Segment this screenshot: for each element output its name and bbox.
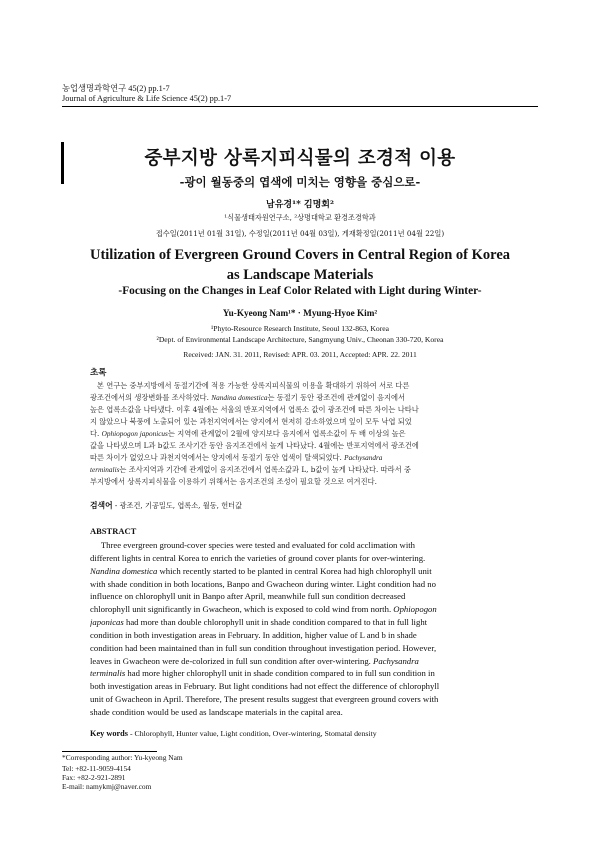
species-name: japonicas [90,617,124,628]
english-keywords-text: - Chlorophyll, Hunter value, Light condition, Over-wintering, Stomatal density [128,729,377,738]
abstract-line: 본 연구는 중부지방에서 동절기간에 적용 가능한 상록지피식물의 이용을 확대하기 위하여 서로 다른 [90,381,410,390]
abstract-line: shade condition would be used as landscape materials in the capital area. [90,706,343,717]
abstract-line: influence on chlorophyll unit in Banpo after April, meanwhile full sun condition decreased [90,591,406,602]
english-affiliation-1: ¹Phyto-Resource Research Institute, Seoul 132-863, Korea [211,324,389,333]
korean-abstract-body [90,380,510,488]
species-name: Nandina domestica [211,394,268,402]
korean-title: 중부지방 상록지피식물의 조경적 이용 [144,148,456,169]
english-abstract-body [90,539,510,719]
species-name: Pachysandra [373,655,419,666]
abstract-line: unit of Gwacheon in April. Therefore, The present results suggest that evergreen ground covers with [90,694,439,705]
korean-authors: 남유경¹* 김명회² [266,200,334,210]
footnote-tel: Tel: +82-11-9059-4154 [62,764,131,773]
english-affiliation-2: ²Dept. of Environmental Landscape Architecture, Sangmyung Univ., Cheonan 330-720, Korea [156,335,444,344]
english-title-line2: as Landscape Materials [226,267,374,283]
abstract-line: Nandina domestica which recently started to be planted in central Korea had high chlorophyll unit [90,565,432,576]
abstract-line: Three evergreen ground-cover species were tested and evaluated for cold acclimation with [90,540,415,550]
abstract-line: 높은 엽록소값을 나타냈다. 이후 4월에는 서울의 반포지역에서 엽록소 값이 광조건에 따른 차이는 나타나 [90,405,419,414]
abstract-line: 지 않았으나 북풍에 노출되어 있는 과천지역에서는 양지에서 현저히 감소하였으며 잎이 모두 낙엽 되었 [90,417,412,426]
abstract-line: japonicas had more than double chlorophyll unit in shade condition compared to that in full light [90,617,428,628]
english-keywords [90,729,377,738]
abstract-line: with shade condition in both locations, Banpo and Gwacheon during winter. Light condition had no [90,578,436,589]
korean-dates: 접수일(2011년 01월 31일), 수정일(2011년 04월 03일), 게재확정일(2011년 04월 22일) [155,229,445,238]
species-name: Ophiopogon japonicus [101,430,168,438]
english-authors: Yu-Kyeong Nam¹* · Myung-Hyoe Kim² [222,308,378,318]
english-abstract-heading: ABSTRACT [90,526,137,536]
species-name: Nandina domestica [90,565,158,576]
abstract-line: condition in both investigation areas in February. In addition, higher value of L and b in shade [90,629,417,640]
abstract-line: both investigation areas in February. But light conditions had not effect the difference of chlorophyll [90,681,440,692]
abstract-line: 다. Ophiopogon japonicus는 지역에 관계없이 2월에 양지보다 음지에서 엽록소값이 두 배 이상의 높은 [90,429,406,438]
abstract-line: condition had been maintained than in full sun condition throughout investigation period. However, [90,642,437,653]
english-title [0,245,600,285]
abstract-line: terminalis는 조사지역과 기간에 관계없이 음지조건에서 엽록소값과 L, b값이 높게 나타났다. 따라서 중 [90,465,411,474]
journal-header-english: Journal of Agriculture & Life Science 45(2) pp.1-7 [62,94,232,103]
species-name: terminalis [90,668,126,679]
abstract-line: 따른 차이가 없었으나 과천지역에서는 양지에서 동절기 동안 엽색이 탈색되었다. Pachysandra [90,453,383,462]
korean-affiliations: ¹식물생태자원연구소, ²상명대학교 환경조경학과 [224,213,376,222]
footnote-divider [62,751,157,752]
korean-abstract-heading: 초록 [90,368,107,378]
species-name: Ophiopogon [393,604,437,615]
abstract-line: different lights in central Korea to enrich the varieties of ground cover plants for over-wintering. [90,552,426,563]
abstract-line: 광조건에서의 생장변화를 조사하였다. Nandina domestica는 동절기 동안 광조건에 관계없이 음지에서 [90,393,406,402]
abstract-line: leaves in Gwacheon were de-colorized in full sun condition after over-wintering. Pachysandra [90,655,419,666]
footnote-email: E-mail: namykmj@naver.com [62,782,152,791]
korean-keywords [90,500,242,511]
english-dates: Received: JAN. 31. 2011, Revised: APR. 03. 2011, Accepted: APR. 22. 2011 [183,350,417,359]
header-divider [62,106,538,107]
abstract-line: 부지방에서 상록지피식물을 이용하기 위해서는 음지조건의 조성이 필요할 것으로 여겨진다. [90,477,377,486]
species-name: Pachysandra [344,454,383,462]
korean-keywords-text: - 광조건, 기공밀도, 엽록소, 월동, 헌터값 [112,501,243,510]
abstract-line: terminalis had more higher chlorophyll unit in shade condition compared to in full sun condition in [90,668,435,679]
footnote-corresponding: *Corresponding author: Yu-kyeong Nam [62,753,183,762]
journal-header-korean: 농업생명과학연구 45(2) pp.1-7 [62,84,170,93]
english-keywords-label: Key words [90,729,129,738]
english-subtitle: -Focusing on the Changes in Leaf Color Related with Light during Winter- [118,285,482,297]
english-title-line1: Utilization of Evergreen Ground Covers in Central Region of Korea [89,247,511,263]
korean-keywords-label: 검색어 [90,501,113,510]
species-name: terminalis [90,466,120,474]
korean-subtitle: -광이 월동중의 엽색에 미치는 영향을 중심으로- [179,175,421,189]
abstract-line: chlorophyll unit significantly in Gwacheon, which is exposed to cold wind from north. Ophiopogon [90,604,437,615]
footnote-fax: Fax: +82-2-921-2891 [62,773,126,782]
abstract-line: 값을 나타냈으며 L과 b값도 조사기간 동안 음지조건에서 높게 나타났다. 4월에는 반포지역에서 광조건에 [90,441,419,450]
